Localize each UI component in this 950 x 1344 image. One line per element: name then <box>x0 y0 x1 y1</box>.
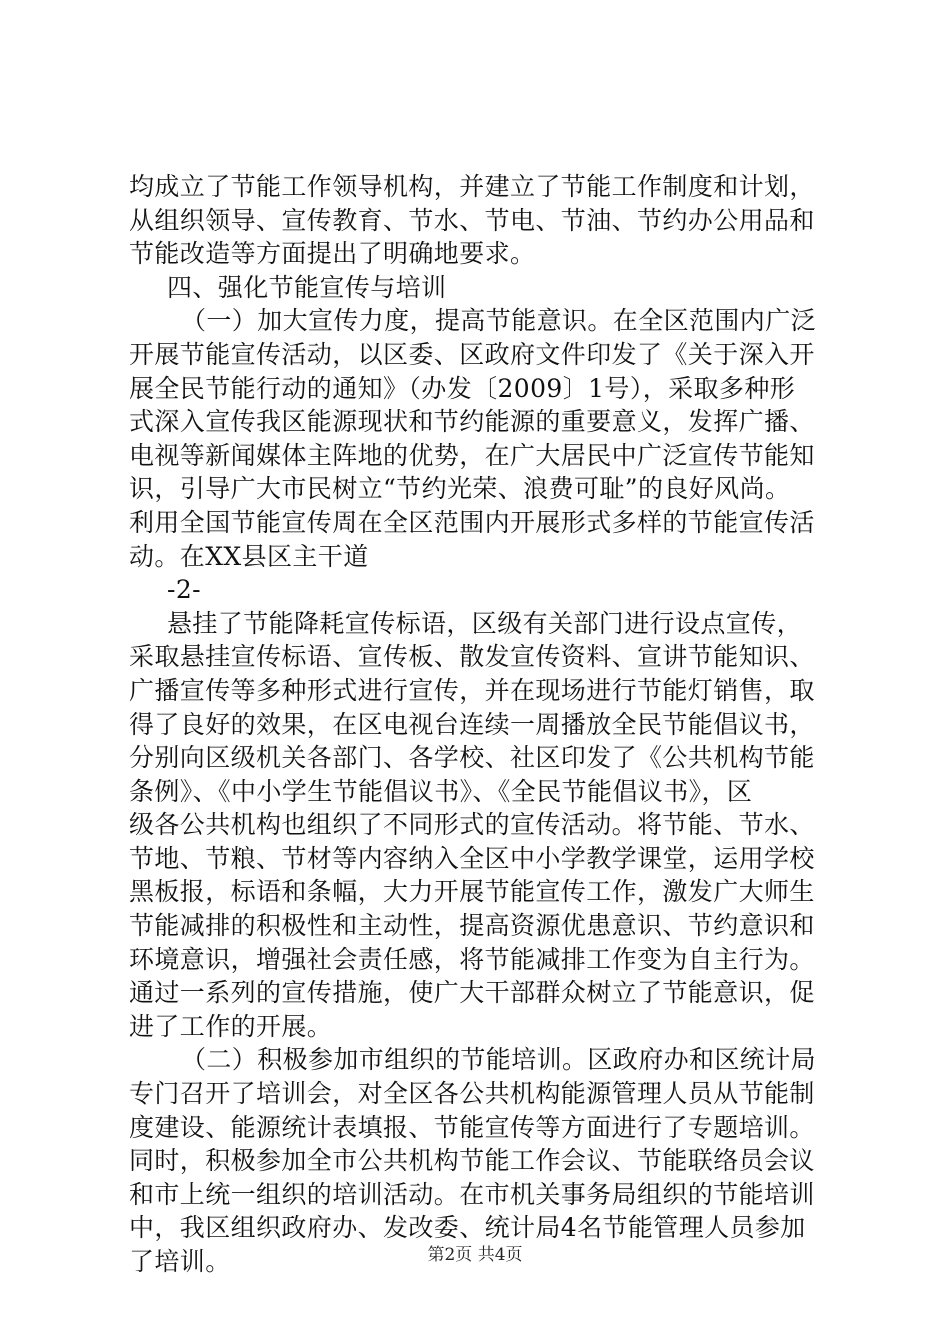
text-line: 动。在XX县区主干道 <box>129 541 369 571</box>
page-footer <box>0 1244 950 1266</box>
paragraph-start: （二）积极参加市组织的节能培训。区政府办和区统计局 <box>181 1045 817 1075</box>
text-line: 和市上统一组织的培训活动。在市机关事务局组织的节能培训 <box>129 1179 815 1209</box>
text-line: 同时，积极参加全市公共机构节能工作会议、节能联络员会议 <box>129 1146 815 1176</box>
text-line: 了培训。 <box>129 1247 231 1276</box>
text-line: 节地、节粮、节材等内容纳入全区中小学教学课堂，运用学校 <box>129 843 815 873</box>
text-line: 式深入宣传我区能源现状和节约能源的重要意义，发挥广播、 <box>129 407 815 437</box>
page-indicator: 第2页 共4页 <box>427 1245 523 1265</box>
text-line: 分别向区级机关各部门、各学校、社区印发了《公共机构节能 <box>129 743 815 773</box>
document-body <box>129 170 829 1279</box>
text-line: 展全民节能行动的通知》（办发〔2009〕1号），采取多种形 <box>129 373 796 403</box>
text-line: 得了良好的效果，在区电视台连续一周播放全民节能倡议书， <box>129 709 815 739</box>
text-line: 电视等新闻媒体主阵地的优势，在广大居民中广泛宣传节能知 <box>129 440 815 470</box>
text-line: 黑板报，标语和条幅，大力开展节能宣传工作，激发广大师生 <box>129 877 815 907</box>
text-line: 环境意识，增强社会责任感，将节能减排工作变为自主行为。 <box>129 944 815 974</box>
text-line: 通过一系列的宣传措施，使广大干部群众树立了节能意识，促 <box>129 978 815 1008</box>
text-line: 均成立了节能工作领导机构，并建立了节能工作制度和计划， <box>129 172 815 201</box>
text-line: 条例》、《中小学生节能倡议书》、《全民节能倡议书》，区 <box>129 776 753 806</box>
text-line: 节能减排的积极性和主动性，提高资源优患意识、节约意识和 <box>129 911 815 941</box>
text-line: 专门召开了培训会，对全区各公共机构能源管理人员从节能制 <box>129 1079 815 1109</box>
section-heading: 四、强化节能宣传与培训 <box>167 272 447 302</box>
text-line: 节能改造等方面提出了明确地要求。 <box>129 239 536 269</box>
text-line: 开展节能宣传活动，以区委、区政府文件印发了《关于深入开 <box>129 339 815 369</box>
text-line: 进了工作的开展。 <box>129 1011 333 1041</box>
text-line: 从组织领导、宣传教育、节水、节电、节油、节约办公用品和 <box>129 205 815 235</box>
page-number-inline: -2- <box>167 575 202 605</box>
text-line: 级各公共机构也组织了不同形式的宣传活动。将节能、节水、 <box>129 810 815 840</box>
paragraph-start: （一）加大宣传力度，提高节能意识。在全区范围内广泛 <box>181 306 817 336</box>
text-line: 识，引导广大市民树立“节约光荣、浪费可耻”的良好风尚。 <box>129 474 791 504</box>
text-line: 度建设、能源统计表填报、节能宣传等方面进行了专题培训。 <box>129 1112 815 1142</box>
text-line: 广播宣传等多种形式进行宣传，并在现场进行节能灯销售，取 <box>129 675 815 705</box>
text-line: 利用全国节能宣传周在全区范围内开展形式多样的节能宣传活 <box>129 507 815 537</box>
text-line: 采取悬挂宣传标语、宣传板、散发宣传资料、宣讲节能知识、 <box>129 642 815 672</box>
paragraph-start: 悬挂了节能降耗宣传标语，区级有关部门进行设点宣传， <box>167 608 803 638</box>
text-line: 中，我区组织政府办、发改委、统计局4名节能管理人员参加 <box>129 1213 806 1243</box>
